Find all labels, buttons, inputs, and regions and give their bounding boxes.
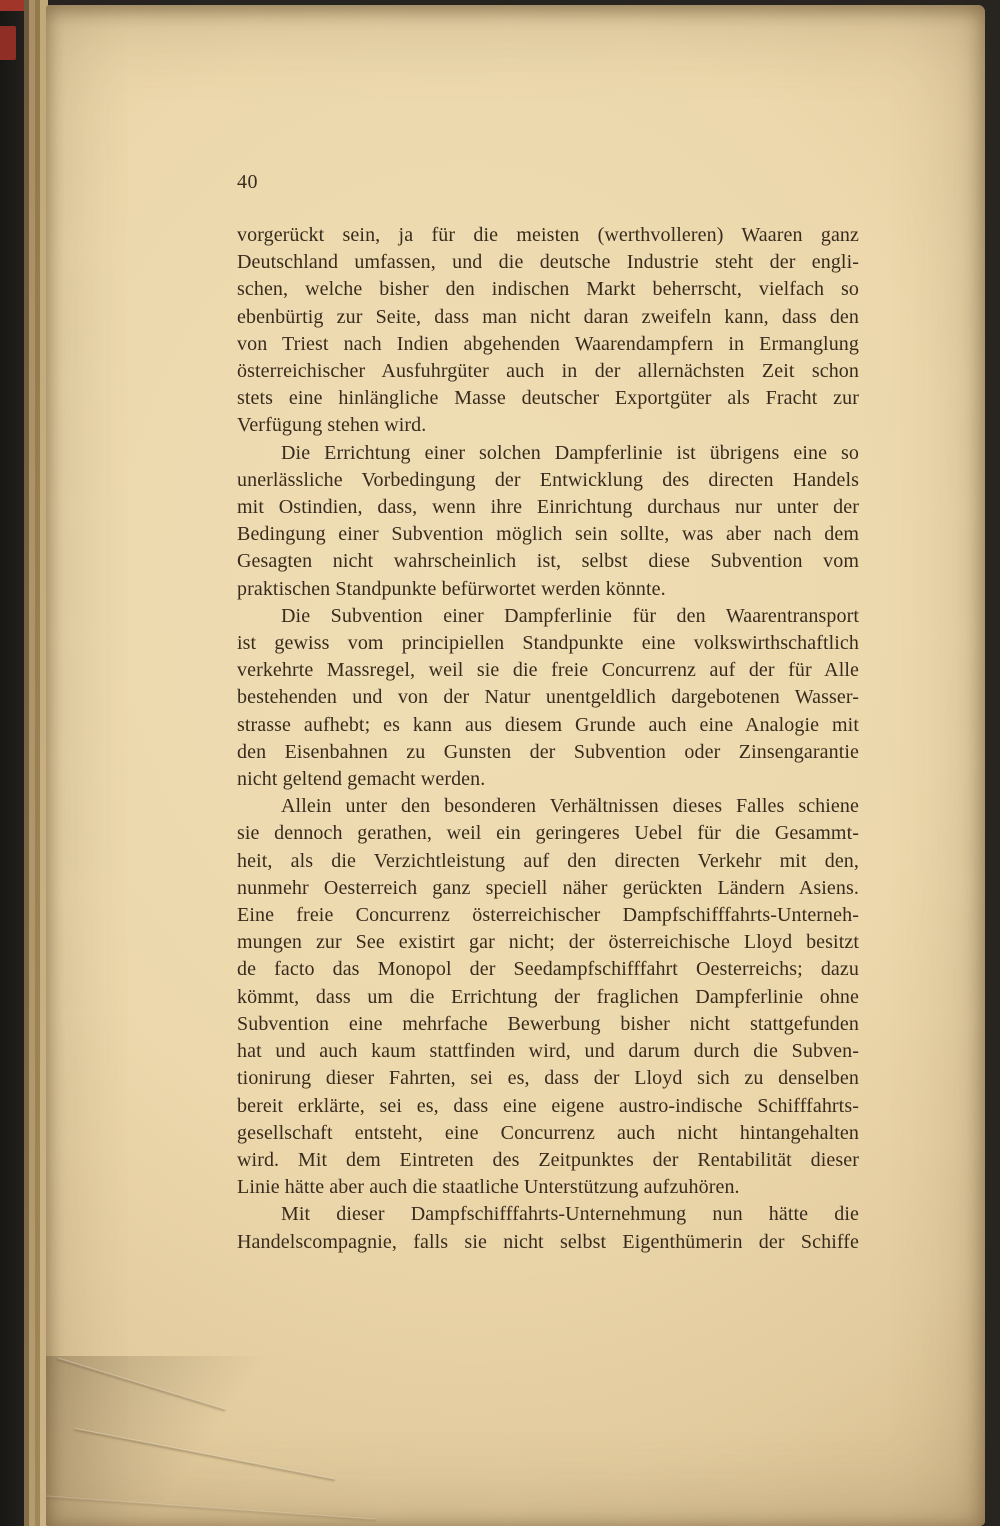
text-line: vorgerückt sein, ja für die meisten (werthvolleren) Waaren ganz (237, 224, 859, 246)
text-line: stets eine hinlängliche Masse deutscher Exportgüter als Fracht zur (237, 387, 859, 410)
text-line: Verfügung stehen wird. (237, 414, 427, 437)
text-line: kömmt, dass um die Errichtung der fraglichen Dampferlinie ohne (237, 985, 859, 1008)
text-line: tionirung dieser Fahrten, sei es, dass der Lloyd sich zu denselben (237, 1067, 859, 1090)
text-line: heit, als die Verzichtleistung auf den directen Verkehr mit den, (237, 849, 859, 872)
text-line: Bedingung einer Subvention möglich sein sollte, was aber nach dem (237, 523, 859, 546)
text-line: den Eisenbahnen zu Gunsten der Subvention oder Zinsengarantie (237, 740, 859, 763)
text-line: Allein unter den besonderen Verhältnissen dieses Falles schiene (281, 795, 859, 818)
text-line: verkehrte Massregel, weil sie die freie Concurrenz auf der für Alle (237, 659, 859, 682)
text-line: Handelscompagnie, falls sie nicht selbst Eigenthümerin der Schiffe (237, 1230, 859, 1253)
text-line: ebenbürtig zur Seite, dass man nicht daran zweifeln kann, dass den (237, 305, 859, 328)
paragraph (237, 440, 859, 603)
text-line: sie dennoch gerathen, weil ein geringeres Uebel für die Gesammt- (237, 822, 859, 845)
text-line: mit Ostindien, dass, wenn ihre Einrichtung durchaus nur unter der (237, 496, 859, 519)
text-line: schen, welche bisher den indischen Markt beherrscht, vielfach so (237, 278, 859, 301)
text-line: bestehenden und von der Natur unentgeldlich dargebotenen Wasser- (237, 686, 859, 709)
text-line: mungen zur See existirt gar nicht; der österreichische Lloyd besitzt (237, 931, 859, 954)
text-line: de facto das Monopol der Seedampfschifffahrt Oesterreichs; dazu (237, 958, 859, 981)
text-line: unerlässliche Vorbedingung der Entwicklung des directen Handels (237, 468, 859, 491)
text-block (237, 222, 859, 1256)
text-line: nicht geltend gemacht werden. (237, 768, 486, 791)
red-tape-mark (0, 0, 24, 11)
paragraph (237, 603, 859, 793)
text-line: Gesagten nicht wahrscheinlich ist, selbst diese Subvention vom (237, 550, 859, 573)
text-line: Subvention eine mehrfache Bewerbung bisher nicht stattgefunden (237, 1012, 859, 1035)
book-page (46, 5, 985, 1526)
text-line: Linie hätte aber auch die staatliche Unterstützung aufzuhören. (237, 1176, 740, 1199)
text-line: Die Subvention einer Dampferlinie für den Waarentransport (281, 604, 859, 627)
text-line: Mit dieser Dampfschifffahrts-Unternehmung nun hätte die (281, 1203, 859, 1226)
text-line: gesellschaft entsteht, eine Concurrenz auch nicht hintangehalten (237, 1121, 859, 1144)
paragraph (237, 793, 859, 1201)
red-tape-mark (0, 26, 16, 60)
paragraph (237, 1201, 859, 1255)
text-line: österreichischer Ausfuhrgüter auch in der allernächsten Zeit schon (237, 360, 859, 383)
text-line: praktischen Standpunkte befürwortet werden könnte. (237, 577, 666, 600)
text-line: Eine freie Concurrenz österreichischer Dampfschifffahrts-Unterneh- (237, 904, 859, 927)
text-line: Deutschland umfassen, und die deutsche Industrie steht der engli- (237, 251, 859, 274)
corner-shadow (46, 1356, 286, 1526)
text-line: hat und auch kaum stattfinden wird, und darum durch die Subven- (237, 1040, 859, 1063)
text-line: wird. Mit dem Eintreten des Zeitpunktes der Rentabilität dieser (237, 1148, 859, 1171)
paragraph (237, 222, 859, 440)
text-line: nunmehr Oesterreich ganz speciell näher gerückten Ländern Asiens. (237, 876, 859, 899)
page-edges (24, 0, 48, 1526)
text-line: strasse aufhebt; es kann aus diesem Grunde auch eine Analogie mit (237, 713, 859, 736)
text-line: von Triest nach Indien abgehenden Waarendampfern in Ermanglung (237, 332, 859, 355)
text-line: Die Errichtung einer solchen Dampferlinie ist übrigens eine so (281, 441, 859, 464)
text-line: ist gewiss vom principiellen Standpunkte eine volkswirthschaftlich (237, 632, 859, 655)
text-line: bereit erklärte, sei es, dass eine eigene austro-indische Schifffahrts- (237, 1094, 859, 1117)
page-number: 40 (237, 171, 258, 193)
